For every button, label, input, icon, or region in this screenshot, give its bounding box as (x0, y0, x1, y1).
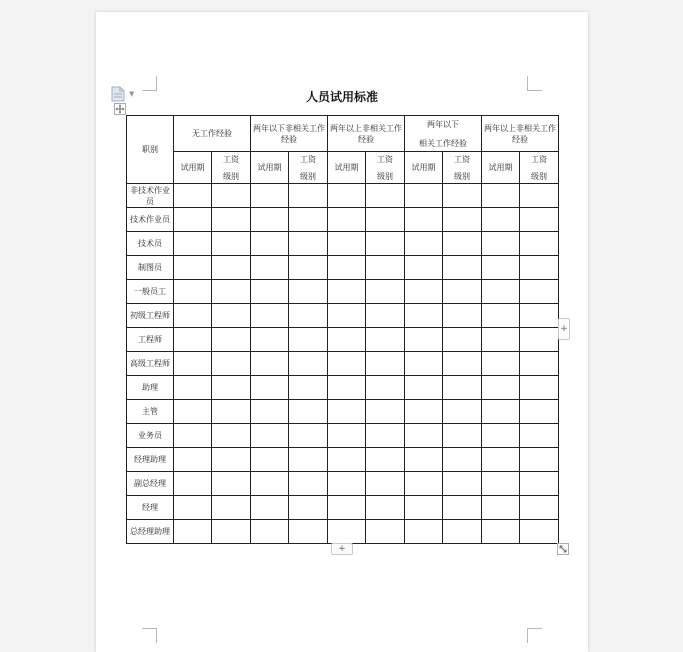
table-cell[interactable] (405, 400, 443, 424)
table-cell[interactable] (174, 448, 212, 472)
table-cell[interactable] (366, 352, 405, 376)
table-row (127, 232, 559, 256)
table-cell[interactable] (443, 256, 482, 280)
table-cell[interactable] (482, 448, 520, 472)
table-cell[interactable] (482, 304, 520, 328)
table-cell[interactable] (212, 472, 251, 496)
add-row-button[interactable]: + (331, 543, 353, 555)
table-cell[interactable] (482, 376, 520, 400)
table-cell[interactable] (482, 352, 520, 376)
job-title-cell[interactable]: 工程师 (127, 328, 174, 352)
table-cell[interactable] (251, 400, 289, 424)
table-cell[interactable] (520, 208, 559, 232)
table-cell[interactable] (174, 280, 212, 304)
table-cell[interactable] (212, 232, 251, 256)
salary-header-line: 工资 (454, 154, 470, 164)
table-cell[interactable] (174, 424, 212, 448)
table-cell[interactable] (251, 184, 289, 208)
margin-corner-bottom-right (527, 628, 542, 643)
table-cell[interactable] (289, 400, 328, 424)
table-cell[interactable] (328, 400, 366, 424)
table-cell[interactable] (520, 520, 559, 544)
table-row (127, 496, 559, 520)
table-row (127, 352, 559, 376)
table-cell[interactable] (482, 520, 520, 544)
table-cell[interactable] (366, 304, 405, 328)
table-cell[interactable] (405, 496, 443, 520)
document-icon[interactable] (111, 86, 125, 102)
group-header[interactable]: 两年以上非相关工作经验 (328, 116, 405, 152)
probation-header[interactable]: 试用期 (328, 152, 366, 184)
table-cell[interactable] (174, 376, 212, 400)
chevron-down-icon[interactable]: ▼ (129, 90, 135, 98)
job-title-cell[interactable]: 业务员 (127, 424, 174, 448)
job-title-cell[interactable]: 总经理助理 (127, 520, 174, 544)
probation-header[interactable]: 试用期 (405, 152, 443, 184)
table-cell[interactable] (520, 232, 559, 256)
table-cell[interactable] (482, 184, 520, 208)
table-cell[interactable] (289, 496, 328, 520)
table-cell[interactable] (405, 208, 443, 232)
table-cell[interactable] (443, 232, 482, 256)
table-cell[interactable] (405, 328, 443, 352)
probation-header[interactable]: 试用期 (251, 152, 289, 184)
table-cell[interactable] (443, 520, 482, 544)
table-cell[interactable] (520, 448, 559, 472)
table-row (127, 424, 559, 448)
table-cell[interactable] (443, 280, 482, 304)
job-title-cell[interactable]: 经理助理 (127, 448, 174, 472)
table-cell[interactable] (482, 208, 520, 232)
job-title-cell[interactable]: 经理 (127, 496, 174, 520)
table-cell[interactable] (212, 256, 251, 280)
table-cell[interactable] (212, 352, 251, 376)
table-cell[interactable] (289, 448, 328, 472)
job-title-header[interactable]: 职别 (127, 116, 174, 184)
table-row (127, 448, 559, 472)
table-cell[interactable] (289, 184, 328, 208)
table-cell[interactable] (289, 472, 328, 496)
salary-header-line: 工资 (223, 154, 239, 164)
table-cell[interactable] (174, 304, 212, 328)
level-header-line: 级别 (223, 171, 239, 181)
table-cell[interactable] (366, 232, 405, 256)
table-cell[interactable] (366, 184, 405, 208)
document-title: 人员试用标准 (305, 90, 378, 104)
salary-level-header[interactable] (366, 152, 405, 184)
table-row (127, 472, 559, 496)
table-cell[interactable] (289, 256, 328, 280)
group-header-row (127, 116, 559, 152)
table-cell[interactable] (328, 352, 366, 376)
table-cell[interactable] (328, 208, 366, 232)
table-cell[interactable] (251, 232, 289, 256)
table-cell[interactable] (405, 520, 443, 544)
table-cell[interactable] (328, 496, 366, 520)
table-cell[interactable] (251, 376, 289, 400)
table-cell[interactable] (520, 304, 559, 328)
job-title-cell[interactable]: 主管 (127, 400, 174, 424)
table-cell[interactable] (366, 400, 405, 424)
table-cell[interactable] (251, 328, 289, 352)
table-cell[interactable] (174, 400, 212, 424)
table-cell[interactable] (366, 256, 405, 280)
table-cell[interactable] (366, 520, 405, 544)
salary-level-header[interactable] (289, 152, 328, 184)
table-cell[interactable] (328, 424, 366, 448)
table-cell[interactable] (482, 496, 520, 520)
table-cell[interactable] (443, 208, 482, 232)
table-cell[interactable] (251, 424, 289, 448)
table-cell[interactable] (251, 448, 289, 472)
salary-level-header[interactable] (212, 152, 251, 184)
table-cell[interactable] (405, 352, 443, 376)
job-title-cell[interactable]: 初级工程师 (127, 304, 174, 328)
table-cell[interactable] (520, 496, 559, 520)
table-cell[interactable] (405, 376, 443, 400)
table-cell[interactable] (174, 352, 212, 376)
job-title-cell[interactable]: 高级工程师 (127, 352, 174, 376)
table-cell[interactable] (405, 472, 443, 496)
table-cell[interactable] (443, 496, 482, 520)
table-cell[interactable] (443, 472, 482, 496)
table-cell[interactable] (366, 328, 405, 352)
table-cell[interactable] (405, 256, 443, 280)
table-cell[interactable] (482, 424, 520, 448)
table-cell[interactable] (212, 208, 251, 232)
table-cell[interactable] (251, 256, 289, 280)
table-cell[interactable] (212, 328, 251, 352)
table-row (127, 400, 559, 424)
table-cell[interactable] (289, 208, 328, 232)
table-cell[interactable] (174, 208, 212, 232)
table-row (127, 376, 559, 400)
table-cell[interactable] (405, 184, 443, 208)
table-cell[interactable] (212, 184, 251, 208)
margin-corner-bottom-left (142, 628, 157, 643)
table-cell[interactable] (366, 448, 405, 472)
table-cell[interactable] (174, 256, 212, 280)
job-title-cell[interactable]: 技术作业员 (127, 208, 174, 232)
table-cell[interactable] (174, 232, 212, 256)
table-cell[interactable] (289, 520, 328, 544)
group-header[interactable]: 无工作经验 (174, 116, 251, 152)
table-cell[interactable] (212, 376, 251, 400)
table-cell[interactable] (443, 400, 482, 424)
salary-level-header[interactable] (520, 152, 559, 184)
table-cell[interactable] (289, 304, 328, 328)
table-cell[interactable] (174, 496, 212, 520)
table-cell[interactable] (520, 472, 559, 496)
table-row (127, 304, 559, 328)
table-cell[interactable] (328, 280, 366, 304)
probation-header[interactable]: 试用期 (174, 152, 212, 184)
table-cell[interactable] (520, 424, 559, 448)
table-cell[interactable] (251, 520, 289, 544)
salary-header-line: 工资 (377, 154, 393, 164)
level-header-line: 级别 (377, 171, 393, 181)
table-cell[interactable] (328, 232, 366, 256)
table-cell[interactable] (520, 328, 559, 352)
level-header-line: 级别 (300, 171, 316, 181)
sub-header-row (127, 152, 559, 184)
group-header-line: 两年以下 (427, 119, 459, 129)
table-row (127, 256, 559, 280)
table-cell[interactable] (443, 328, 482, 352)
salary-header-line: 工资 (531, 154, 547, 164)
table-cell[interactable] (328, 328, 366, 352)
group-header[interactable] (405, 116, 482, 152)
table-cell[interactable] (405, 424, 443, 448)
job-title-cell[interactable]: 助理 (127, 376, 174, 400)
table-cell[interactable] (443, 376, 482, 400)
table-cell[interactable] (520, 280, 559, 304)
table-cell[interactable] (251, 280, 289, 304)
table-cell[interactable] (405, 304, 443, 328)
job-title-cell[interactable]: 一般员工 (127, 280, 174, 304)
table-cell[interactable] (212, 520, 251, 544)
level-header-line: 级别 (531, 171, 547, 181)
table-cell[interactable] (405, 448, 443, 472)
table-cell[interactable] (366, 424, 405, 448)
table-cell[interactable] (328, 304, 366, 328)
table-cell[interactable] (212, 424, 251, 448)
table-cell[interactable] (482, 256, 520, 280)
table-cell[interactable] (482, 232, 520, 256)
table-resize-icon[interactable] (557, 543, 569, 555)
table-cell[interactable] (405, 232, 443, 256)
trial-standards-table[interactable] (126, 115, 559, 544)
job-title-cell[interactable]: 副总经理 (127, 472, 174, 496)
table-cell[interactable] (328, 472, 366, 496)
table-cell[interactable] (443, 184, 482, 208)
group-header-line: 相关工作经验 (419, 138, 467, 148)
table-cell[interactable] (443, 304, 482, 328)
table-cell[interactable] (212, 496, 251, 520)
level-header-line: 级别 (454, 171, 470, 181)
table-cell[interactable] (289, 232, 328, 256)
table-cell[interactable] (251, 496, 289, 520)
table-cell[interactable] (328, 376, 366, 400)
table-cell[interactable] (289, 280, 328, 304)
table-cell[interactable] (174, 520, 212, 544)
table-cell[interactable] (482, 472, 520, 496)
table-cell[interactable] (443, 424, 482, 448)
table-cell[interactable] (174, 472, 212, 496)
table-cell[interactable] (366, 496, 405, 520)
table-cell[interactable] (443, 448, 482, 472)
table-cell[interactable] (520, 400, 559, 424)
job-title-cell[interactable]: 制图员 (127, 256, 174, 280)
table-cell[interactable] (520, 184, 559, 208)
table-row (127, 208, 559, 232)
table-cell[interactable] (289, 424, 328, 448)
job-title-cell[interactable]: 技术员 (127, 232, 174, 256)
table-cell[interactable] (289, 328, 328, 352)
table-cell[interactable] (212, 448, 251, 472)
job-title-cell[interactable]: 非技术作业员 (127, 184, 174, 208)
table-cell[interactable] (289, 352, 328, 376)
salary-level-header[interactable] (443, 152, 482, 184)
add-column-button[interactable]: + (558, 318, 570, 340)
table-cell[interactable] (212, 280, 251, 304)
move-icon[interactable] (114, 103, 126, 115)
table-cell[interactable] (289, 376, 328, 400)
table-cell[interactable] (443, 352, 482, 376)
table-row (127, 184, 559, 208)
table-cell[interactable] (366, 208, 405, 232)
table-cell[interactable] (251, 472, 289, 496)
table-cell[interactable] (328, 184, 366, 208)
probation-header[interactable]: 试用期 (482, 152, 520, 184)
table-cell[interactable] (328, 256, 366, 280)
table-cell[interactable] (251, 352, 289, 376)
table-cell[interactable] (520, 352, 559, 376)
table-cell[interactable] (482, 328, 520, 352)
salary-header-line: 工资 (300, 154, 316, 164)
table-cell[interactable] (366, 280, 405, 304)
table-cell[interactable] (212, 400, 251, 424)
table-cell[interactable] (482, 400, 520, 424)
table-cell[interactable] (366, 376, 405, 400)
table-cell[interactable] (482, 280, 520, 304)
table-cell[interactable] (251, 208, 289, 232)
table-cell[interactable] (174, 184, 212, 208)
group-header[interactable]: 两年以下非相关工作经验 (251, 116, 328, 152)
table-cell[interactable] (174, 328, 212, 352)
table-cell[interactable] (366, 472, 405, 496)
table-cell[interactable] (251, 304, 289, 328)
table-row (127, 328, 559, 352)
group-header[interactable]: 两年以上非相关工作经验 (482, 116, 559, 152)
table-cell[interactable] (520, 376, 559, 400)
table-cell[interactable] (212, 304, 251, 328)
table-row (127, 520, 559, 544)
table-cell[interactable] (405, 280, 443, 304)
table-cell[interactable] (328, 520, 366, 544)
table-cell[interactable] (520, 256, 559, 280)
table-cell[interactable] (328, 448, 366, 472)
table-row (127, 280, 559, 304)
